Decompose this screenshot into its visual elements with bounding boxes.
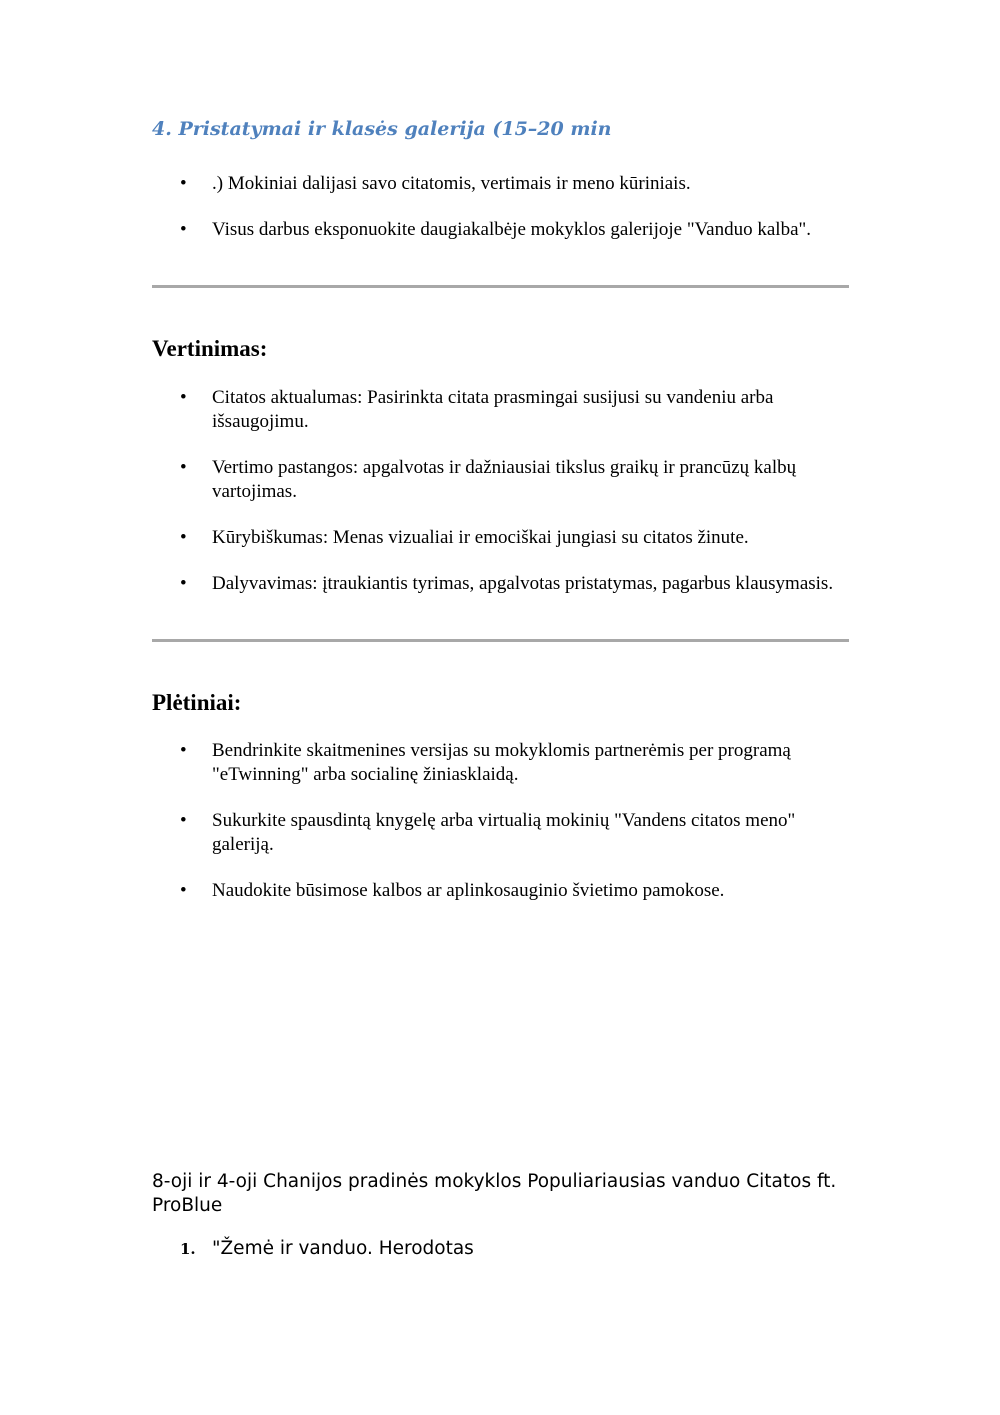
quotes-intro-paragraph: 8-oji ir 4-oji Chanijos pradinės mokyklos Populiariausias vanduo Citatos ft. ProBlue xyxy=(152,1171,837,1216)
list-item-text: Bendrinkite skaitmenines versijas su mokyklomis partnerėmis per programą "eTwinning" arba socialinę žiniasklaidą. xyxy=(212,740,791,785)
list-item-text: Vertimo pastangos: apgalvotas ir dažniausiai tikslus graikų ir prancūzų kalbų vartojimas. xyxy=(212,457,797,502)
list-item xyxy=(152,386,852,434)
bullet-icon: • xyxy=(180,880,187,901)
list-item xyxy=(152,879,852,903)
bullet-icon: • xyxy=(180,219,187,240)
list-item xyxy=(152,172,852,196)
list-item xyxy=(152,809,852,857)
quotes-numbered-list xyxy=(152,1237,852,1261)
list-item xyxy=(152,456,852,504)
bullet-icon: • xyxy=(180,810,187,831)
section-heading-extensions: Plėtiniai: xyxy=(152,690,242,715)
list-item-text: Kūrybiškumas: Menas vizualiai ir emociškai jungiasi su citatos žinute. xyxy=(212,527,749,548)
bullet-icon: • xyxy=(180,387,187,408)
list-item-text: Sukurkite spausdintą knygelę arba virtualią mokinių "Vandens citatos meno" galeriją. xyxy=(212,810,796,855)
section-divider xyxy=(152,285,849,288)
extensions-list xyxy=(152,739,852,925)
list-item xyxy=(152,526,852,550)
section-heading-assessment: Vertinimas: xyxy=(152,336,268,361)
presentations-list xyxy=(152,172,852,264)
bullet-icon: • xyxy=(180,573,187,594)
list-item xyxy=(152,1237,852,1261)
list-item-text: .) Mokiniai dalijasi savo citatomis, vertimais ir meno kūriniais. xyxy=(212,173,691,194)
section-divider xyxy=(152,639,849,642)
list-item-text: Citatos aktualumas: Pasirinkta citata prasmingai susijusi su vandeniu arba išsaugojimu. xyxy=(212,387,774,432)
bullet-icon: • xyxy=(180,173,187,194)
list-item-text: Dalyvavimas: įtraukiantis tyrimas, apgalvotas pristatymas, pagarbus klausymasis. xyxy=(212,573,834,594)
section-heading-presentations: 4. Pristatymai ir klasės galerija (15–20 min xyxy=(152,118,612,140)
bullet-icon: • xyxy=(180,527,187,548)
bullet-icon: • xyxy=(180,457,187,478)
bullet-icon: • xyxy=(180,740,187,761)
list-item xyxy=(152,572,852,596)
list-item-text: "Žemė ir vanduo. Herodotas xyxy=(212,1238,474,1259)
list-item xyxy=(152,218,852,242)
list-item-text: Visus darbus eksponuokite daugiakalbėje mokyklos galerijoje "Vanduo kalba". xyxy=(212,219,812,240)
list-item-text: Naudokite būsimose kalbos ar aplinkosauginio švietimo pamokose. xyxy=(212,880,725,901)
list-item xyxy=(152,739,852,787)
assessment-list xyxy=(152,386,852,618)
list-number: 1. xyxy=(180,1240,196,1258)
